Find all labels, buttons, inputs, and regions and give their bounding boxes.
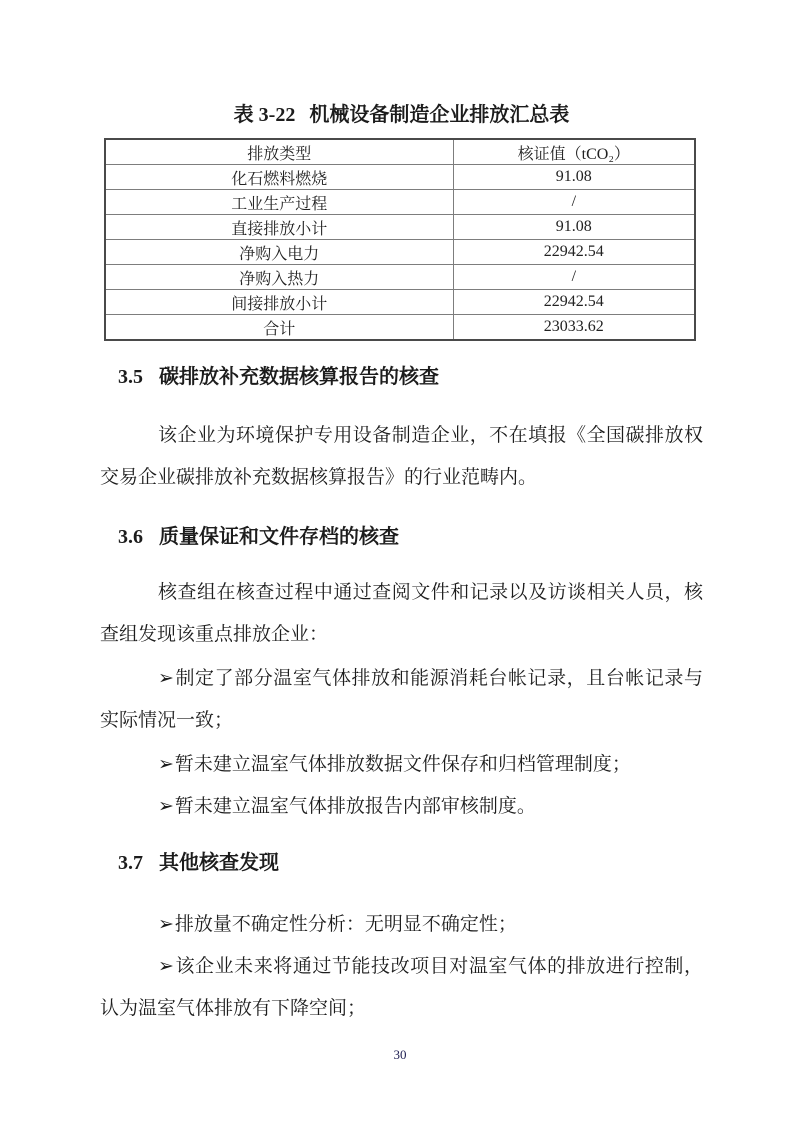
table-row [105, 165, 695, 190]
section-title: 质量保证和文件存档的核查 [159, 526, 399, 548]
table-header-row [105, 139, 695, 165]
arrow-bullet-icon: ➢ [158, 754, 174, 775]
cell-label: 化石燃料燃烧 [105, 165, 453, 190]
table-row [105, 215, 695, 240]
cell-label: 间接排放小计 [105, 290, 453, 315]
emissions-summary-table [104, 138, 696, 341]
table-caption [100, 101, 703, 129]
table-row [105, 265, 695, 290]
section-number: 3.7 [118, 852, 143, 874]
cell-value: / [453, 265, 695, 290]
page-content [0, 101, 800, 1030]
cell-label: 工业生产过程 [105, 190, 453, 215]
header-cell-verified-value: 核证值（tCO₂） [453, 139, 695, 165]
cell-label: 合计 [105, 315, 453, 341]
cell-value: 91.08 [453, 215, 695, 240]
paragraph: 该企业为环境保护专用设备制造企业，不在填报《全国碳排放权交易企业碳排放补充数据核算报告》的行业范畴内。 [100, 425, 703, 488]
bullet-item [100, 946, 703, 1030]
table-row [105, 190, 695, 215]
bullet-text: 制定了部分温室气体排放和能源消耗台帐记录，且台帐记录与实际情况一致； [100, 668, 703, 731]
header-cell-emission-type: 排放类型 [105, 139, 453, 165]
bullet-item [100, 744, 703, 786]
arrow-bullet-icon: ➢ [158, 956, 174, 977]
table-row [105, 290, 695, 315]
bullet-item [100, 904, 703, 946]
cell-value: 91.08 [453, 165, 695, 190]
section-heading-3-7 [118, 849, 703, 877]
bullet-text: 暂未建立温室气体排放报告内部审核制度。 [174, 796, 536, 817]
section-number: 3.5 [118, 366, 143, 388]
cell-label: 直接排放小计 [105, 215, 453, 240]
section-heading-3-6 [118, 523, 703, 551]
section-title: 碳排放补充数据核算报告的核查 [159, 366, 439, 388]
bullet-text: 暂未建立温室气体排放数据文件保存和归档管理制度； [174, 754, 631, 775]
cell-value: 22942.54 [453, 290, 695, 315]
page-number: 30 [393, 1047, 407, 1062]
cell-label: 净购入电力 [105, 240, 453, 265]
cell-label: 净购入热力 [105, 265, 453, 290]
bullet-text: 该企业未来将通过节能技改项目对温室气体的排放进行控制，认为温室气体排放有下降空间； [100, 956, 703, 1019]
arrow-bullet-icon: ➢ [158, 796, 174, 817]
table-row [105, 315, 695, 341]
cell-value: / [453, 190, 695, 215]
arrow-bullet-icon: ➢ [158, 914, 174, 935]
section-number: 3.6 [118, 526, 143, 548]
section-heading-3-5 [118, 363, 703, 391]
bullet-item [100, 658, 703, 742]
table-caption-title: 机械设备制造企业排放汇总表 [309, 104, 570, 126]
table-row [105, 240, 695, 265]
section-title: 其他核查发现 [159, 852, 279, 874]
paragraph: 核查组在核查过程中通过查阅文件和记录以及访谈相关人员，核查组发现该重点排放企业： [100, 582, 703, 645]
cell-value: 22942.54 [453, 240, 695, 265]
bullet-text: 排放量不确定性分析：无明显不确定性； [174, 914, 517, 935]
arrow-bullet-icon: ➢ [158, 668, 174, 689]
bullet-item [100, 786, 703, 828]
table-caption-label: 表 3-22 [233, 104, 296, 126]
cell-value: 23033.62 [453, 315, 695, 341]
